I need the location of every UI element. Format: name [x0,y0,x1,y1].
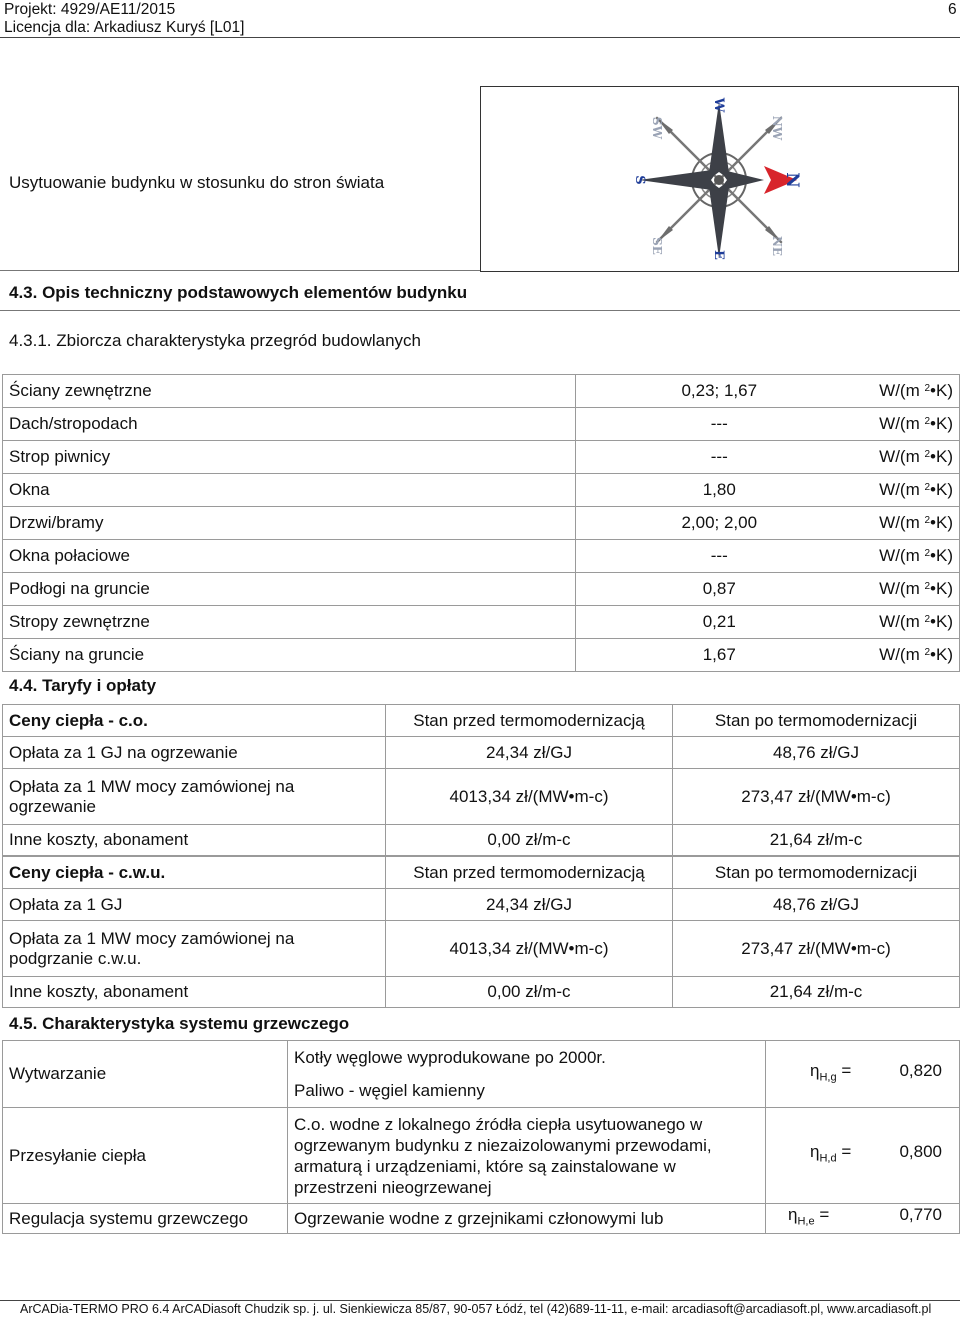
partition-label: Stropy zewnętrzne [3,606,576,639]
header-license: Licencja dla: Arkadiusz Kuryś [L01] [4,19,245,36]
unit-exponent: 2 [924,515,931,526]
header-rule [0,37,960,38]
description-line: Paliwo - węgiel kamienny [294,1081,485,1100]
table-row [3,1108,960,1204]
value-before: 4013,34 zł/(MW•m-c) [386,921,673,977]
footer-rule [0,1300,960,1301]
compass-letter-s: S [632,175,647,185]
footer-text: ArCADia-TERMO PRO 6.4 ArCADiasoft Chudzik sp. j. ul. Sienkiewicza 85/87, 90-057 Łódź, tel (42)689-11-11, e-mail: arcadiasoft@arcadiasoft.pl, www.arcadiasoft.pl [20,1302,932,1316]
table-row [3,573,960,606]
table-row [3,769,960,825]
compass-letter-se: SE [650,237,664,255]
partition-label: Podłogi na gruncie [3,573,576,606]
partition-unit [863,507,960,540]
table-row [3,889,960,921]
value-after: 48,76 zł/GJ [673,737,960,769]
co-header-after: Stan po termomodernizacji [673,705,960,737]
row-label: Regulacja systemu grzewczego [3,1204,288,1234]
partition-unit [863,474,960,507]
row-label: Przesyłanie ciepła [3,1108,288,1204]
unit-prefix: W/(m [879,447,920,466]
table-row [3,737,960,769]
partition-value: --- [576,408,863,441]
heating-system-table [2,1040,960,1234]
table-row [3,474,960,507]
row-label: Wytwarzanie [3,1041,288,1108]
value-before: 4013,34 zł/(MW•m-c) [386,769,673,825]
partition-value: 2,00; 2,00 [576,507,863,540]
unit-suffix: •K) [930,645,953,664]
table-row [3,441,960,474]
row-label: Inne koszty, abonament [3,825,386,856]
compass-letter-e: E [711,250,726,260]
partition-unit [863,408,960,441]
partition-value: --- [576,441,863,474]
row-description: C.o. wodne z lokalnego źródła ciepła usytuowanego w ogrzewanym budynku z niezaizolowanymi przewodami, armaturą i urządzeniami, które są zainstalowane w przestrzeni nieogrzewanej [288,1108,766,1204]
efficiency-cell [766,1041,960,1108]
partition-unit [863,639,960,672]
table-row [3,375,960,408]
value-after: 273,47 zł/(MW•m-c) [673,921,960,977]
compass-letter-ne: NE [770,235,784,257]
unit-exponent: 2 [924,482,931,493]
co-prices-table [2,704,960,856]
cwu-header-label: Ceny ciepła - c.w.u. [3,857,386,889]
partition-table [2,374,960,672]
value-before: 0,00 zł/m-c [386,825,673,856]
co-header-label: Ceny ciepła - c.o. [3,705,386,737]
partition-label: Dach/stropodach [3,408,576,441]
row-description [288,1041,766,1108]
compass-letter-n: N [782,172,802,188]
eta-symbol: η [810,1060,820,1080]
table-row [3,408,960,441]
partition-unit [863,540,960,573]
efficiency-value: 0,820 [899,1060,942,1080]
description-line: Kotły węglowe wyprodukowane po 2000r. [294,1048,606,1067]
co-header-row [3,705,960,737]
row-description: Ogrzewanie wodne z grzejnikami członowymi lub [288,1204,766,1234]
efficiency-value: 0,770 [899,1205,942,1225]
unit-prefix: W/(m [879,645,920,664]
cwu-header-row [3,857,960,889]
unit-suffix: •K) [930,612,953,631]
co-header-before: Stan przed termomodernizacją [386,705,673,737]
eta-symbol: η [810,1142,820,1162]
value-after: 273,47 zł/(MW•m-c) [673,769,960,825]
unit-exponent: 2 [924,548,931,559]
value-after: 21,64 zł/m-c [673,977,960,1008]
row-label: Opłata za 1 GJ na ogrzewanie [3,737,386,769]
eta-equals: = [841,1060,852,1080]
compass-frame [480,86,959,272]
section-4-3-1-title: 4.3.1. Zbiorcza charakterystyka przegród budowlanych [9,331,421,350]
unit-suffix: •K) [930,546,953,565]
row-label: Opłata za 1 MW mocy zamówionej na ogrzewanie [3,769,386,825]
unit-exponent: 2 [924,581,931,592]
row-label: Inne koszty, abonament [3,977,386,1008]
eta-subscript: H,g [819,1071,837,1084]
eta-symbol: η [788,1205,798,1225]
eta-subscript: H,e [797,1215,815,1228]
partition-value: --- [576,540,863,573]
table-row [3,825,960,856]
table-row [3,606,960,639]
unit-suffix: •K) [930,480,953,499]
cwu-header-after: Stan po termomodernizacji [673,857,960,889]
unit-suffix: •K) [930,579,953,598]
table-row [3,507,960,540]
unit-exponent: 2 [924,383,931,394]
eta-equals: = [841,1142,852,1162]
eta-equals: = [819,1205,830,1225]
table-row [3,639,960,672]
eta-subscript: H,d [819,1152,837,1165]
compass-letter-sw: SW [650,116,664,140]
value-before: 24,34 zł/GJ [386,889,673,921]
unit-prefix: W/(m [879,546,920,565]
unit-suffix: •K) [930,447,953,466]
row-label: Opłata za 1 GJ [3,889,386,921]
section-4-4-title: 4.4. Taryfy i opłaty [9,676,157,695]
efficiency-cell [766,1108,960,1204]
table-row [3,540,960,573]
partition-label: Strop piwnicy [3,441,576,474]
unit-suffix: •K) [930,513,953,532]
unit-prefix: W/(m [879,381,920,400]
partition-label: Ściany na gruncie [3,639,576,672]
header-project: Projekt: 4929/AE11/2015 [4,1,176,18]
efficiency-value: 0,800 [899,1142,942,1162]
compass-rose-icon [481,87,958,271]
partition-label: Okna połaciowe [3,540,576,573]
value-after: 48,76 zł/GJ [673,889,960,921]
unit-prefix: W/(m [879,612,920,631]
partition-label: Ściany zewnętrzne [3,375,576,408]
unit-exponent: 2 [924,614,931,625]
unit-prefix: W/(m [879,513,920,532]
value-before: 0,00 zł/m-c [386,977,673,1008]
cwu-header-before: Stan przed termomodernizacją [386,857,673,889]
table-row [3,1041,960,1108]
row-label: Opłata za 1 MW mocy zamówionej na podgrzanie c.w.u. [3,921,386,977]
compass-letter-nw: NW [770,115,784,141]
partition-value: 1,67 [576,639,863,672]
orientation-label: Usytuowanie budynku w stosunku do stron świata [9,173,385,192]
partition-label: Okna [3,474,576,507]
compass-letter-w: W [711,97,726,113]
unit-exponent: 2 [924,416,931,427]
partition-value: 0,87 [576,573,863,606]
partition-label: Drzwi/bramy [3,507,576,540]
partition-unit [863,606,960,639]
table-row [3,1204,960,1234]
table-row [3,977,960,1008]
page-number: 6 [948,1,957,18]
value-before: 24,34 zł/GJ [386,737,673,769]
cwu-prices-table [2,856,960,1008]
orientation-row-rule [0,270,480,271]
value-after: 21,64 zł/m-c [673,825,960,856]
unit-prefix: W/(m [879,414,920,433]
partition-unit [863,375,960,408]
unit-exponent: 2 [924,449,931,460]
partition-unit [863,441,960,474]
section-4-5-title: 4.5. Charakterystyka systemu grzewczego [9,1014,350,1033]
partition-unit [863,573,960,606]
unit-prefix: W/(m [879,579,920,598]
section-rule [0,310,960,311]
section-4-3-title: 4.3. Opis techniczny podstawowych elementów budynku [9,283,468,302]
unit-suffix: •K) [930,414,953,433]
table-row [3,921,960,977]
partition-value: 1,80 [576,474,863,507]
efficiency-cell [766,1204,960,1234]
unit-suffix: •K) [930,381,953,400]
unit-exponent: 2 [924,647,931,658]
unit-prefix: W/(m [879,480,920,499]
partition-value: 0,21 [576,606,863,639]
partition-value: 0,23; 1,67 [576,375,863,408]
